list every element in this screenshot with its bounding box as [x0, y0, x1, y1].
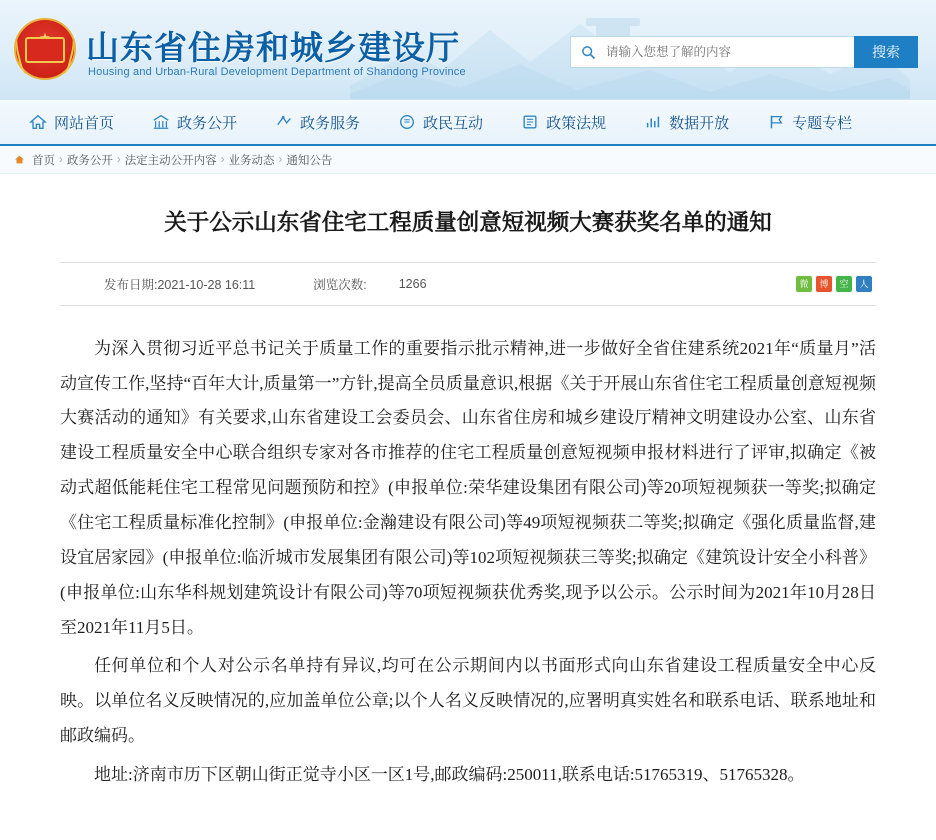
search-field[interactable] [570, 36, 854, 68]
main-nav [0, 100, 936, 146]
nav-item-label: 政务服务 [300, 114, 361, 132]
service-icon [275, 113, 293, 131]
wechat-share-icon[interactable]: 微 [796, 276, 812, 292]
text-run: 任何单位和个人对公示名单持有异议,均可在公示期间内以书面形式向山东省建设工程质量安全中心反映。以单位名义反映情况的,应加盖单位公章;以个人名义反映情况的,应署明真实姓名和联系电话、联系地址和邮政编码。 [60, 656, 876, 746]
chat-icon [398, 113, 416, 131]
site-subtitle: Housing and Urban-Rural Development Department of Shandong Province [88, 66, 466, 78]
home-icon [29, 113, 47, 131]
nav-item-label: 专题专栏 [792, 114, 853, 132]
nav-item-label: 政民互动 [423, 114, 484, 132]
page-title: 关于公示山东省住宅工程质量创意短视频大赛获奖名单的通知 [164, 210, 772, 235]
bank-icon [152, 113, 170, 131]
search-input[interactable] [604, 44, 844, 60]
breadcrumb-separator: › [220, 153, 225, 166]
breadcrumb-item-4[interactable]: 通知公告 [286, 154, 333, 167]
article [0, 174, 936, 807]
nav-item-open-data[interactable] [625, 100, 748, 144]
breadcrumb-separator: › [278, 153, 283, 166]
site-title: 山东省住房和城乡建设厅 [86, 31, 460, 67]
search-icon [581, 45, 596, 60]
home-icon [14, 154, 25, 165]
article-meta [60, 262, 876, 306]
views-count: 1266 [398, 276, 427, 291]
views-label: 浏览次数: [313, 277, 367, 292]
paragraph-3 [60, 758, 876, 793]
breadcrumb-item-2[interactable]: 法定主动公开内容 [124, 154, 217, 167]
site-search [570, 36, 918, 68]
breadcrumb-separator: › [116, 153, 121, 166]
national-emblem [14, 18, 76, 80]
flag-icon [767, 113, 785, 131]
breadcrumb-separator: › [59, 153, 63, 166]
share-buttons [796, 276, 872, 292]
renren-share-icon[interactable]: 人 [856, 276, 872, 292]
highlighted-text-run: 被动式超低能耗住宅工程常见问题预防和控》(申报单位:荣华建设集团有限公司)等20项短视频获一等奖; [60, 443, 876, 498]
breadcrumb-item-3[interactable]: 业务动态 [228, 154, 275, 167]
nav-item-government-disclosure[interactable] [133, 100, 256, 144]
nav-item-label: 网站首页 [54, 114, 115, 132]
text-run: 为深入贯彻习近平总书记关于质量工作的重要指示批示精神,进一步做好全省住建系统2021年“质量月”活动宣传工作,坚持“百年大计,质量第一”方针,提高全员质量意识,根据《关于开展山东省住宅工程质量创意短视频大赛活动的通知》有关要求,山东省建设工会委员会、山东省住房和城乡建设厅精神文明建设办公室、山东省建设工程质量安全中心联合组织专家对各市推荐的住宅工程质量创意短视频申报材料进行了评审,拟确定《 [60, 338, 876, 463]
chart-icon [644, 113, 662, 131]
search-button[interactable]: 搜索 [854, 36, 918, 68]
publish-date: 发布日期:2021-10-28 16:11 [104, 277, 256, 292]
paragraph-2 [60, 649, 876, 754]
weibo-share-icon[interactable]: 博 [816, 276, 832, 292]
nav-item-policies-laws[interactable] [502, 100, 625, 144]
nav-item-label: 政务公开 [177, 114, 238, 132]
nav-item-government-service[interactable] [256, 100, 379, 144]
nav-item-label: 政策法规 [546, 114, 607, 132]
article-body [60, 306, 876, 793]
breadcrumb [0, 146, 936, 174]
nav-item-public-interaction[interactable] [379, 100, 502, 144]
text-run: 地址:济南市历下区朝山街正觉寺小区一区1号,邮政编码:250011,联系电话:51765319、51765328。 [94, 764, 805, 784]
site-header [0, 0, 936, 100]
breadcrumb-item-1[interactable]: 政务公开 [66, 154, 113, 167]
breadcrumb-item-0[interactable]: 首页 [32, 154, 55, 167]
nav-item-home[interactable] [10, 100, 133, 144]
nav-item-label: 数据开放 [669, 114, 730, 132]
nav-item-special-columns[interactable] [748, 100, 871, 144]
book-icon [521, 113, 539, 131]
text-run: 拟确定《住宅工程质量标准化控制》(申报单位:金瀚建设有限公司)等49项短视频获二等奖;拟确定《强化质量监督,建设宜居家园》(申报单位:临沂城市发展集团有限公司)等102项短视频获三等奖;拟确定《建筑设计安全小科普》(申报单位:山东华科规划建筑设计有限公司)等70项短视频获优秀奖,现予以公示。公示时间为2021年10月28日至2021年11月5日。 [60, 478, 876, 637]
qzone-share-icon[interactable]: 空 [836, 276, 852, 292]
paragraph-1 [60, 332, 876, 646]
